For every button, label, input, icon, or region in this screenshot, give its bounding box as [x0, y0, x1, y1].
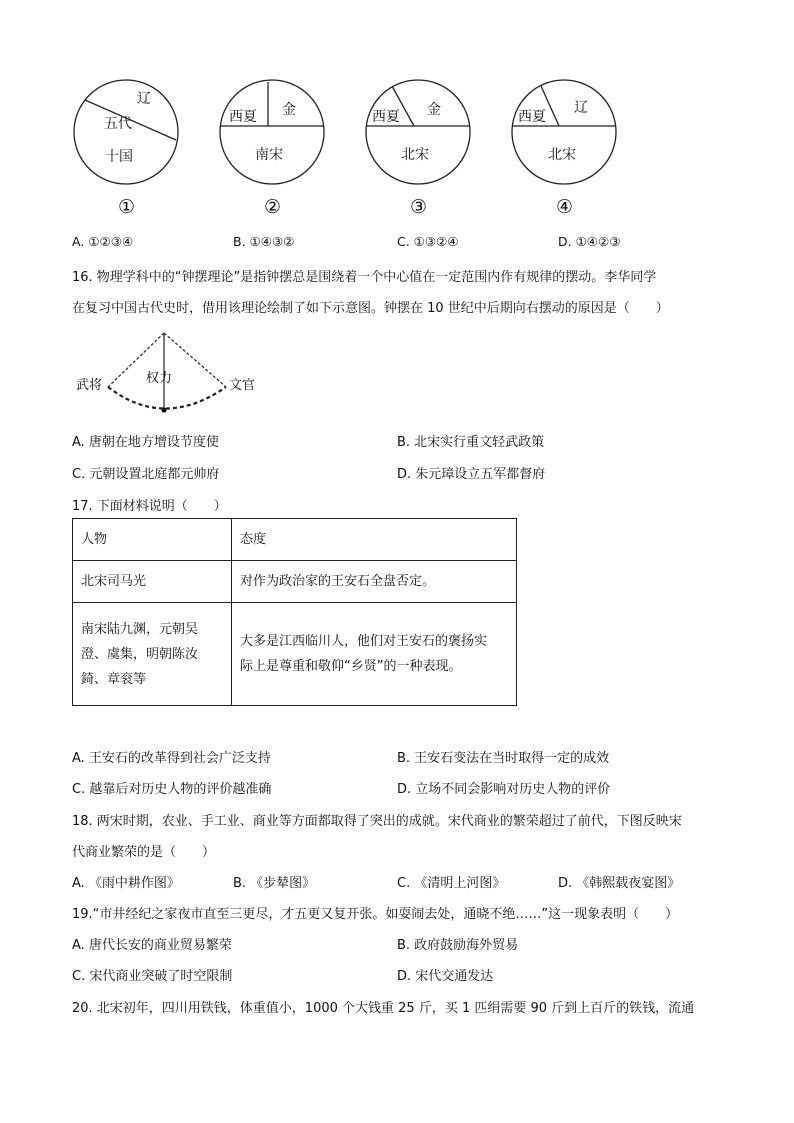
table-row	[73, 519, 517, 561]
q18-option-a: A. 《雨中耕作图》	[72, 876, 180, 891]
q17-option-b: B. 王安石变法在当时取得一定的成效	[397, 751, 610, 766]
table-cell-line: 錡、章衮等	[81, 671, 147, 687]
circle-2-label-jin: 金	[282, 102, 296, 118]
circle-4	[512, 80, 616, 184]
q18-stem-line1: 18. 两宋时期，农业、手工业、商业等方面都取得了突出的成就。宋代商业的繁荣超过了前代，下图反映宋	[72, 814, 682, 829]
q18-option-b: B. 《步辇图》	[233, 876, 316, 891]
circle-1-label-shiguo: 十国	[105, 149, 133, 165]
table-cell-line: 南宋陆九渊，元朝吴	[81, 621, 199, 637]
table-cell-attitude-2	[232, 603, 517, 706]
table-cell-person-1: 北宋司马光	[73, 561, 232, 603]
table-cell-person-2	[73, 603, 232, 706]
circle-3-label-xixia: 西夏	[372, 109, 400, 125]
q15-option-b: B. ①④③②	[233, 234, 295, 249]
q19-option-a: A. 唐代长安的商业贸易繁荣	[72, 938, 232, 953]
pendulum-right-string	[164, 333, 226, 387]
table-cell-line: 澄、虞集，明朝陈汝	[81, 646, 199, 662]
q16-stem-line2: 在复习中国古代史时，借用该理论绘制了如下示意图。钟摆在 10 世纪中后期向右摆动的原因是（ ）	[72, 301, 669, 316]
table-cell-line: 大多是江西临川人，他们对王安石的褒扬实	[240, 634, 488, 649]
table-cell-attitude-1: 对作为政治家的王安石全盘否定。	[232, 561, 517, 603]
circle-1-label-wudai: 五代	[104, 116, 132, 132]
pendulum-arc	[108, 387, 226, 409]
q16-option-c: C. 元朝设置北庭都元帅府	[72, 467, 220, 482]
pendulum-label-center: 权力	[146, 371, 173, 386]
q18-option-d: D. 《韩熙载夜宴图》	[558, 876, 681, 891]
table-cell-line: 际上是尊重和敬仰“乡贤”的一种表现。	[240, 659, 462, 674]
q18-stem-line2: 代商业繁荣的是（ ）	[72, 845, 216, 860]
circle-1-label-liao: 辽	[137, 91, 151, 107]
q16-option-b: B. 北宋实行重文轻武政策	[397, 435, 545, 450]
circle-3-label-beisong: 北宋	[401, 147, 429, 163]
circle-4-label-beisong: 北宋	[548, 147, 576, 163]
q17-option-a: A. 王安石的改革得到社会广泛支持	[72, 751, 271, 766]
circle-4-label-xixia: 西夏	[518, 109, 546, 125]
q16-option-a: A. 唐朝在地方增设节度使	[72, 435, 219, 450]
q17-option-d: D. 立场不同会影响对历史人物的评价	[397, 782, 611, 797]
q17-material-table	[72, 518, 517, 706]
circle-4-number: ④	[556, 196, 574, 218]
q16-option-d: D. 朱元璋设立五军都督府	[397, 467, 546, 482]
circle-3-number: ③	[410, 196, 428, 218]
table-row	[73, 561, 517, 603]
q17-stem: 17. 下面材料说明（ ）	[72, 499, 227, 514]
circle-1-number: ①	[118, 196, 136, 218]
circle-3	[366, 80, 470, 184]
circle-3-label-jin: 金	[427, 102, 441, 118]
table-header-person: 人物	[73, 519, 232, 561]
q16-stem-line1: 16. 物理学科中的“钟摆理论”是指钟摆总是围绕着一个中心值在一定范围内作有规律的摆动。李华同学	[72, 270, 657, 285]
q20-stem: 20. 北宋初年，四川用铁钱，体重值小，1000 个大钱重 25 斤，买 1 匹绢需要 90 斤到上百斤的铁钱，流通	[72, 1001, 695, 1016]
circle-2-label-xixia: 西夏	[229, 109, 257, 125]
q18-option-c: C. 《清明上河图》	[397, 876, 506, 891]
q15-option-c: C. ①③②④	[397, 234, 459, 249]
circle-4-label-liao: 辽	[574, 100, 588, 116]
pendulum-label-left: 武将	[76, 378, 103, 393]
q19-stem: 19.“市井经纪之家夜市直至三更尽，才五更又复开张。如耍闹去处，通晓不绝……”这一现象表明（ ）	[72, 907, 679, 922]
q19-option-c: C. 宋代商业突破了时空限制	[72, 969, 233, 984]
table-header-attitude: 态度	[232, 519, 517, 561]
q15-option-a: A. ①②③④	[72, 234, 134, 249]
circle-2-number: ②	[264, 196, 282, 218]
pendulum-label-right: 文官	[229, 378, 256, 393]
q15-option-d: D. ①④②③	[558, 234, 621, 249]
q19-option-d: D. 宋代交通发达	[397, 969, 494, 984]
circle-2-label-nansong: 南宋	[255, 147, 283, 163]
table-row	[73, 603, 517, 706]
q17-option-c: C. 越靠后对历史人物的评价越准确	[72, 782, 272, 797]
q19-option-b: B. 政府鼓励海外贸易	[397, 938, 519, 953]
circle-2	[220, 80, 324, 184]
